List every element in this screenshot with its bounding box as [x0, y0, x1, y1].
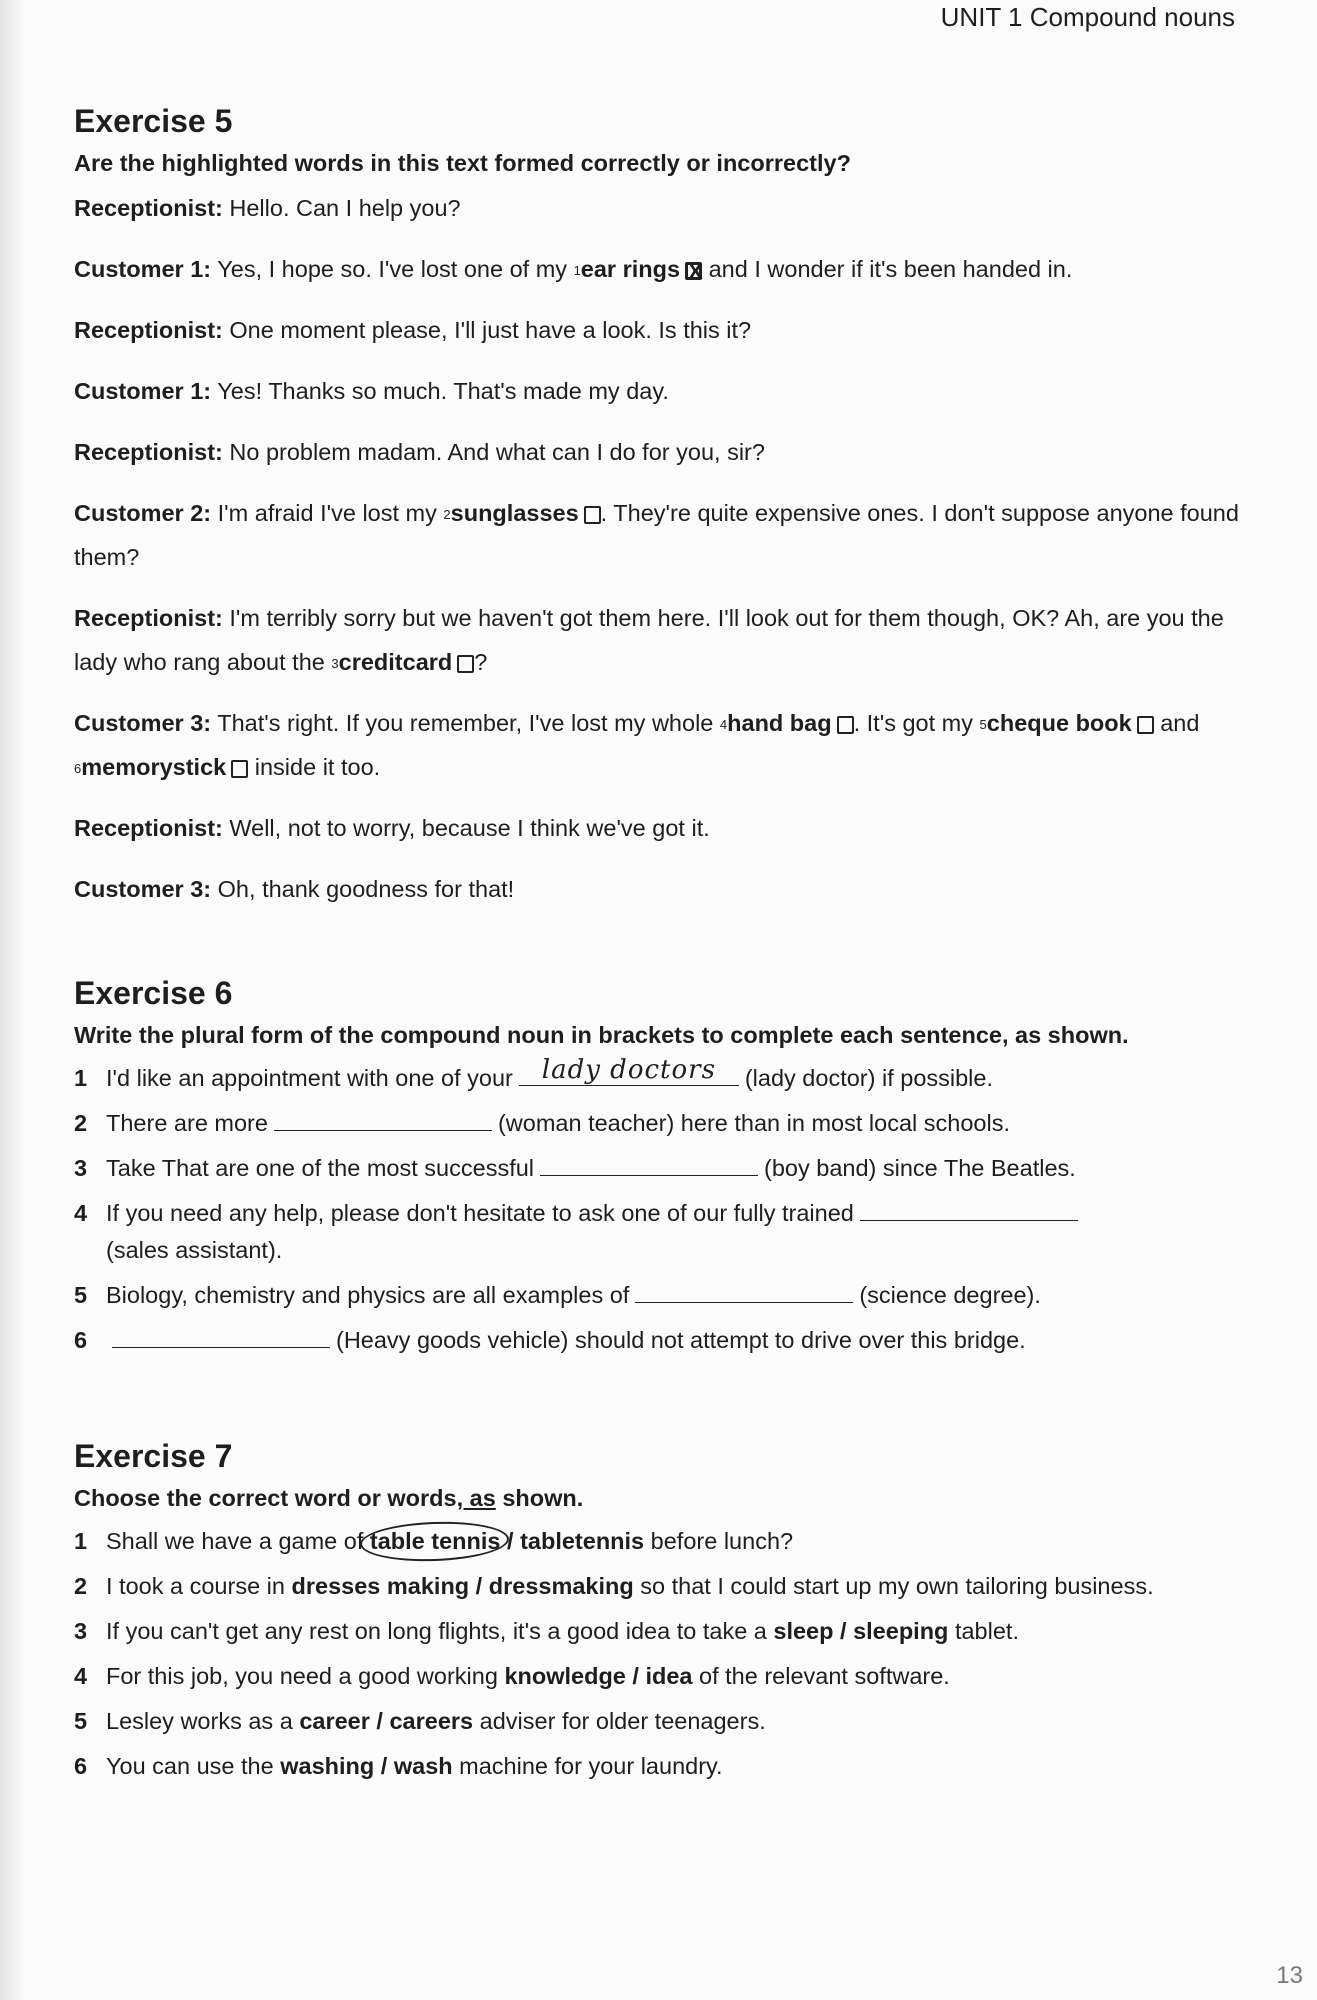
- item-number: 4: [74, 1663, 88, 1689]
- speaker: Customer 3:: [74, 710, 212, 736]
- unit-header: UNIT 1 Compound nouns: [940, 2, 1235, 32]
- page-number: 13: [1276, 1962, 1303, 1989]
- item-text: If you can't get any rest on long flights, it's a good idea to take a: [106, 1618, 774, 1644]
- item-text: tablet.: [948, 1618, 1019, 1644]
- exercise-6-items: [74, 1055, 1254, 1359]
- dialogue-line-8: [74, 701, 1254, 789]
- answer-blank-6[interactable]: [112, 1325, 330, 1348]
- dialogue-line-7: [74, 596, 1254, 684]
- speaker: Receptionist:: [74, 317, 223, 343]
- answer-checkbox-1[interactable]: [685, 259, 703, 284]
- exercise-7: [74, 1433, 1254, 1785]
- item-text: (lady doctor) if possible.: [744, 1065, 994, 1091]
- instruction-text: shown.: [495, 1485, 584, 1511]
- item-number: 1: [74, 1528, 88, 1554]
- highlighted-word: cheque book: [986, 710, 1132, 736]
- answer-checkbox-5[interactable]: [1137, 716, 1154, 734]
- dialogue-line-9: [74, 806, 1254, 850]
- highlighted-word: hand bag: [727, 710, 832, 736]
- speaker: Receptionist:: [74, 605, 223, 631]
- choice-b[interactable]: sleeping: [853, 1618, 949, 1644]
- item-text: so that I could start up my own tailoring business.: [633, 1573, 1154, 1599]
- item-text: If you need any help, please don't hesitate to ask one of our fully trained: [106, 1200, 854, 1226]
- dialogue: [74, 186, 1254, 911]
- line-text: That's right. If you remember, I've lost my whole: [217, 710, 720, 736]
- highlighted-word: creditcard: [338, 649, 453, 675]
- speaker: Customer 1:: [74, 378, 212, 404]
- handwritten-answer: lady doctors: [541, 1055, 716, 1085]
- exercise-5-instruction: Are the highlighted words in this text formed correctly or incorrectly?: [74, 150, 851, 176]
- dialogue-line-1: [74, 186, 1254, 230]
- item-text: I'd like an appointment with one of your: [106, 1065, 513, 1091]
- line-text: Oh, thank goodness for that!: [217, 876, 515, 902]
- item-text: (boy band) since The Beatles.: [764, 1155, 1076, 1181]
- item-text: of the relevant software.: [692, 1663, 950, 1689]
- highlighted-word: memorystick: [81, 754, 227, 780]
- item-number: 2: [74, 1573, 88, 1599]
- dialogue-line-2: [74, 247, 1254, 291]
- speaker: Customer 1:: [74, 256, 212, 282]
- item-text: I took a course in: [106, 1573, 292, 1599]
- exercise-6: [74, 970, 1254, 1359]
- exercise-6-item-4: [74, 1195, 1254, 1269]
- item-number: 4: [74, 1200, 88, 1226]
- item-number: 2: [443, 507, 451, 522]
- line-text: and I wonder if it's been handed in.: [702, 256, 1073, 282]
- exercise-7-item-6: [74, 1748, 1254, 1785]
- highlighted-word: ear rings: [580, 256, 681, 282]
- item-number: 3: [331, 656, 339, 671]
- line-text: and: [1153, 710, 1200, 736]
- item-text: For this job, you need a good working: [106, 1663, 505, 1689]
- choice-separator: /: [833, 1618, 854, 1644]
- dialogue-line-10: [74, 867, 1254, 911]
- line-text: One moment please, I'll just have a look. Is this it?: [229, 317, 752, 343]
- item-text: (sales assistant).: [106, 1237, 283, 1263]
- line-text: Yes, I hope so. I've lost one of my: [217, 256, 574, 282]
- speaker: Receptionist:: [74, 195, 223, 221]
- item-text: (Heavy goods vehicle) should not attempt to drive over this bridge.: [336, 1327, 1026, 1353]
- item-text: Biology, chemistry and physics are all examples of: [106, 1282, 630, 1308]
- line-text: Hello. Can I help you?: [229, 195, 461, 221]
- exercise-7-item-4: [74, 1658, 1254, 1695]
- dialogue-line-4: [74, 369, 1254, 413]
- highlighted-word: sunglasses: [450, 500, 579, 526]
- item-text: (woman teacher) here than in most local schools.: [497, 1110, 1010, 1136]
- exercise-6-title: Exercise 6: [74, 975, 233, 1011]
- choice-a[interactable]: knowledge: [504, 1663, 626, 1689]
- item-number: 2: [74, 1110, 88, 1136]
- item-number: 1: [74, 1065, 88, 1091]
- choice-a[interactable]: washing: [280, 1753, 375, 1779]
- line-text: . They're quite expensive ones. I don't suppose anyone found them?: [74, 500, 1239, 570]
- item-text: (science degree).: [859, 1282, 1041, 1308]
- line-text: . It's got my: [853, 710, 980, 736]
- choice-a[interactable]: dresses making: [291, 1573, 470, 1599]
- item-number: 6: [74, 761, 82, 776]
- dialogue-line-3: [74, 308, 1254, 352]
- instruction-text: Choose the correct word or words: [74, 1485, 457, 1511]
- answer-blank-1[interactable]: [519, 1055, 739, 1086]
- item-number: 4: [719, 717, 728, 732]
- exercise-7-item-2: [74, 1568, 1254, 1605]
- choice-b[interactable]: idea: [645, 1663, 693, 1689]
- answer-checkbox-6[interactable]: [231, 760, 248, 778]
- choice-b[interactable]: dressmaking: [488, 1573, 634, 1599]
- item-text: Shall we have a game of: [106, 1528, 370, 1554]
- answer-blank-5[interactable]: [635, 1280, 853, 1303]
- line-text: Well, not to worry, because I think we've got it.: [229, 815, 710, 841]
- item-text: before lunch?: [644, 1528, 794, 1554]
- speaker: Receptionist:: [74, 815, 223, 841]
- item-text: Take That are one of the most successful: [106, 1155, 535, 1181]
- line-text: ?: [474, 649, 488, 675]
- item-number: 6: [74, 1327, 88, 1353]
- instruction-underlined: , as: [456, 1485, 496, 1511]
- answer-blank-3[interactable]: [540, 1153, 758, 1176]
- exercise-7-instruction: [74, 1479, 1254, 1517]
- dialogue-line-6: [74, 491, 1254, 579]
- item-number: 5: [979, 717, 987, 732]
- choice-separator: /: [369, 1708, 390, 1734]
- exercise-6-item-2: [74, 1105, 1254, 1142]
- exercise-6-item-3: [74, 1150, 1254, 1187]
- choice-b[interactable]: tabletennis: [520, 1528, 645, 1554]
- answer-blank-2[interactable]: [274, 1108, 492, 1131]
- item-text: machine for your laundry.: [452, 1753, 723, 1779]
- line-text: I'm afraid I've lost my: [217, 500, 444, 526]
- choice-a[interactable]: career: [299, 1708, 370, 1734]
- item-number: 5: [74, 1708, 88, 1734]
- answer-blank-4[interactable]: [860, 1198, 1078, 1221]
- cross-mark: X: [688, 259, 703, 284]
- answer-checkbox-4[interactable]: [837, 716, 854, 734]
- choice-separator: /: [625, 1663, 646, 1689]
- speaker: Customer 2:: [74, 500, 212, 526]
- item-text: There are more: [106, 1110, 268, 1136]
- item-number: 5: [74, 1282, 88, 1308]
- dialogue-line-5: [74, 430, 1254, 474]
- exercise-5-title: Exercise 5: [74, 103, 233, 139]
- item-number: 6: [74, 1753, 88, 1779]
- exercise-7-item-5: [74, 1703, 1254, 1740]
- item-number: 3: [74, 1155, 88, 1181]
- exercise-6-item-5: [74, 1277, 1254, 1314]
- choice-a-circled[interactable]: table tennis: [369, 1528, 501, 1554]
- exercise-7-item-3: [74, 1613, 1254, 1650]
- choice-separator: /: [374, 1753, 394, 1779]
- line-text: I'm terribly sorry but we haven't got them here. I'll look out for them though, OK? Ah, are you the lady who rang about the: [74, 605, 1224, 675]
- exercise-7-item-1: [74, 1523, 1254, 1560]
- item-text: adviser for older teenagers.: [473, 1708, 766, 1734]
- exercise-7-title: Exercise 7: [74, 1438, 233, 1474]
- choice-b[interactable]: wash: [393, 1753, 453, 1779]
- line-text: Yes! Thanks so much. That's made my day.: [217, 378, 669, 404]
- item-number: 3: [74, 1618, 88, 1644]
- item-text: You can use the: [106, 1753, 281, 1779]
- exercise-6-instruction: Write the plural form of the compound noun in brackets to complete each sentence, as shown.: [74, 1022, 1129, 1048]
- choice-b[interactable]: careers: [389, 1708, 474, 1734]
- exercise-6-item-1: [74, 1055, 1254, 1097]
- choice-a[interactable]: sleep: [773, 1618, 834, 1644]
- answer-checkbox-3[interactable]: [457, 655, 474, 673]
- line-text: inside it too.: [248, 754, 381, 780]
- choice-separator: /: [469, 1573, 489, 1599]
- exercise-6-item-6: [74, 1322, 1254, 1359]
- page-spine-shadow: [0, 0, 26, 2000]
- speaker: Customer 3:: [74, 876, 212, 902]
- item-text: Lesley works as a: [106, 1708, 300, 1734]
- speaker: Receptionist:: [74, 439, 223, 465]
- choice-separator: /: [500, 1528, 521, 1554]
- exercise-7-items: [74, 1523, 1254, 1785]
- exercise-5: [74, 98, 1254, 911]
- item-number: 1: [573, 263, 581, 278]
- line-text: No problem madam. And what can I do for you, sir?: [229, 439, 765, 465]
- answer-checkbox-2[interactable]: [584, 506, 601, 524]
